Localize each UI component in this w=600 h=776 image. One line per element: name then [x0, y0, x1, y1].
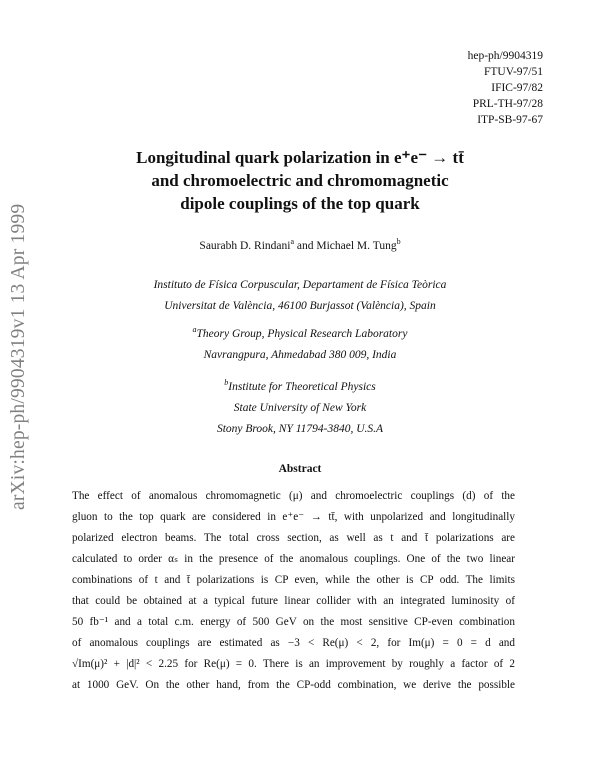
abstract-line: at 1000 GeV. On the other hand, from the CP-odd combination, we derive the possible	[72, 679, 515, 691]
abstract-line: gluon to the top quark are considered in e⁺e⁻ → tt̄, with unpolarized and longitudinally	[72, 511, 515, 523]
report-number: ITP-SB-97-67	[477, 114, 543, 126]
report-numbers	[468, 48, 543, 128]
author-name: Michael M. Tung	[316, 240, 397, 252]
affiliation-block	[70, 377, 530, 440]
report-number: FTUV-97/51	[484, 66, 543, 78]
abstract-heading: Abstract	[278, 463, 322, 475]
affiliation-line: State University of New York	[233, 402, 367, 414]
abstract-line: combinations of t and t̄ polarizations is CP even, while the other is CP odd. The limits	[72, 574, 515, 586]
title-line: dipole couplings of the top quark	[180, 194, 420, 213]
abstract-line: The effect of anomalous chromomagnetic (μ) and chromoelectric couplings (d) of the	[72, 490, 515, 502]
abstract-line: that could be obtained at a typical future linear collider with an integrated luminosity of	[72, 595, 515, 607]
affiliation-line: $^a$Theory Group, Physical Research Laboratory	[192, 325, 408, 340]
affiliation-block	[70, 275, 530, 317]
affiliation-line: Instituto de Física Corpuscular, Departament de Física Teòrica	[153, 279, 447, 291]
abstract-line: of anomalous couplings are estimated as −3 < Re(μ) < 2, for Im(μ) = 0 = d and	[72, 637, 515, 649]
arxiv-side-stamp: arXiv:hep-ph/9904319v1 13 Apr 1999	[8, 203, 29, 510]
abstract-body	[72, 486, 515, 696]
affiliation-line: Stony Brook, NY 11794-3840, U.S.A	[216, 423, 384, 435]
abstract-line: calculated to order αₛ in the presence of the anomalous couplings. One of the two linear	[72, 553, 515, 565]
author-connector: and	[294, 240, 317, 252]
abstract-line: polarized electron beams. The total cross section, as well as t and t̄ polarizations are	[72, 532, 515, 544]
report-number: PRL-TH-97/28	[472, 98, 543, 110]
affiliation-block	[70, 324, 530, 366]
affiliation-mark: a	[192, 325, 197, 335]
affiliation-mark: b	[224, 378, 229, 388]
report-number: IFIC-97/82	[491, 82, 543, 94]
report-number: hep-ph/9904319	[467, 50, 543, 62]
affiliation-line: $^b$Institute for Theoretical Physics	[224, 378, 376, 393]
affiliation-line: Navrangpura, Ahmedabad 380 009, India	[203, 349, 397, 361]
abstract-line: √Im(μ)² + |d|² < 2.25 for Re(μ) = 0. There is an improvement by roughly a factor of 2	[72, 658, 515, 670]
author-list	[70, 237, 530, 252]
affiliation-mark: a	[290, 237, 295, 247]
affiliation-mark: b	[396, 237, 401, 247]
affiliation-line: Universitat de València, 46100 Burjassot (València), Spain	[164, 300, 436, 312]
title-line: Longitudinal quark polarization in e⁺e⁻ → tt̄	[136, 148, 464, 167]
title-line: and chromoelectric and chromomagnetic	[151, 171, 449, 190]
paper-title	[70, 146, 530, 215]
author-name: Saurabh D. Rindani	[199, 240, 291, 252]
abstract-line: 50 fb⁻¹ and a total c.m. energy of 500 GeV on the most sensitive CP-even combination	[72, 616, 515, 628]
